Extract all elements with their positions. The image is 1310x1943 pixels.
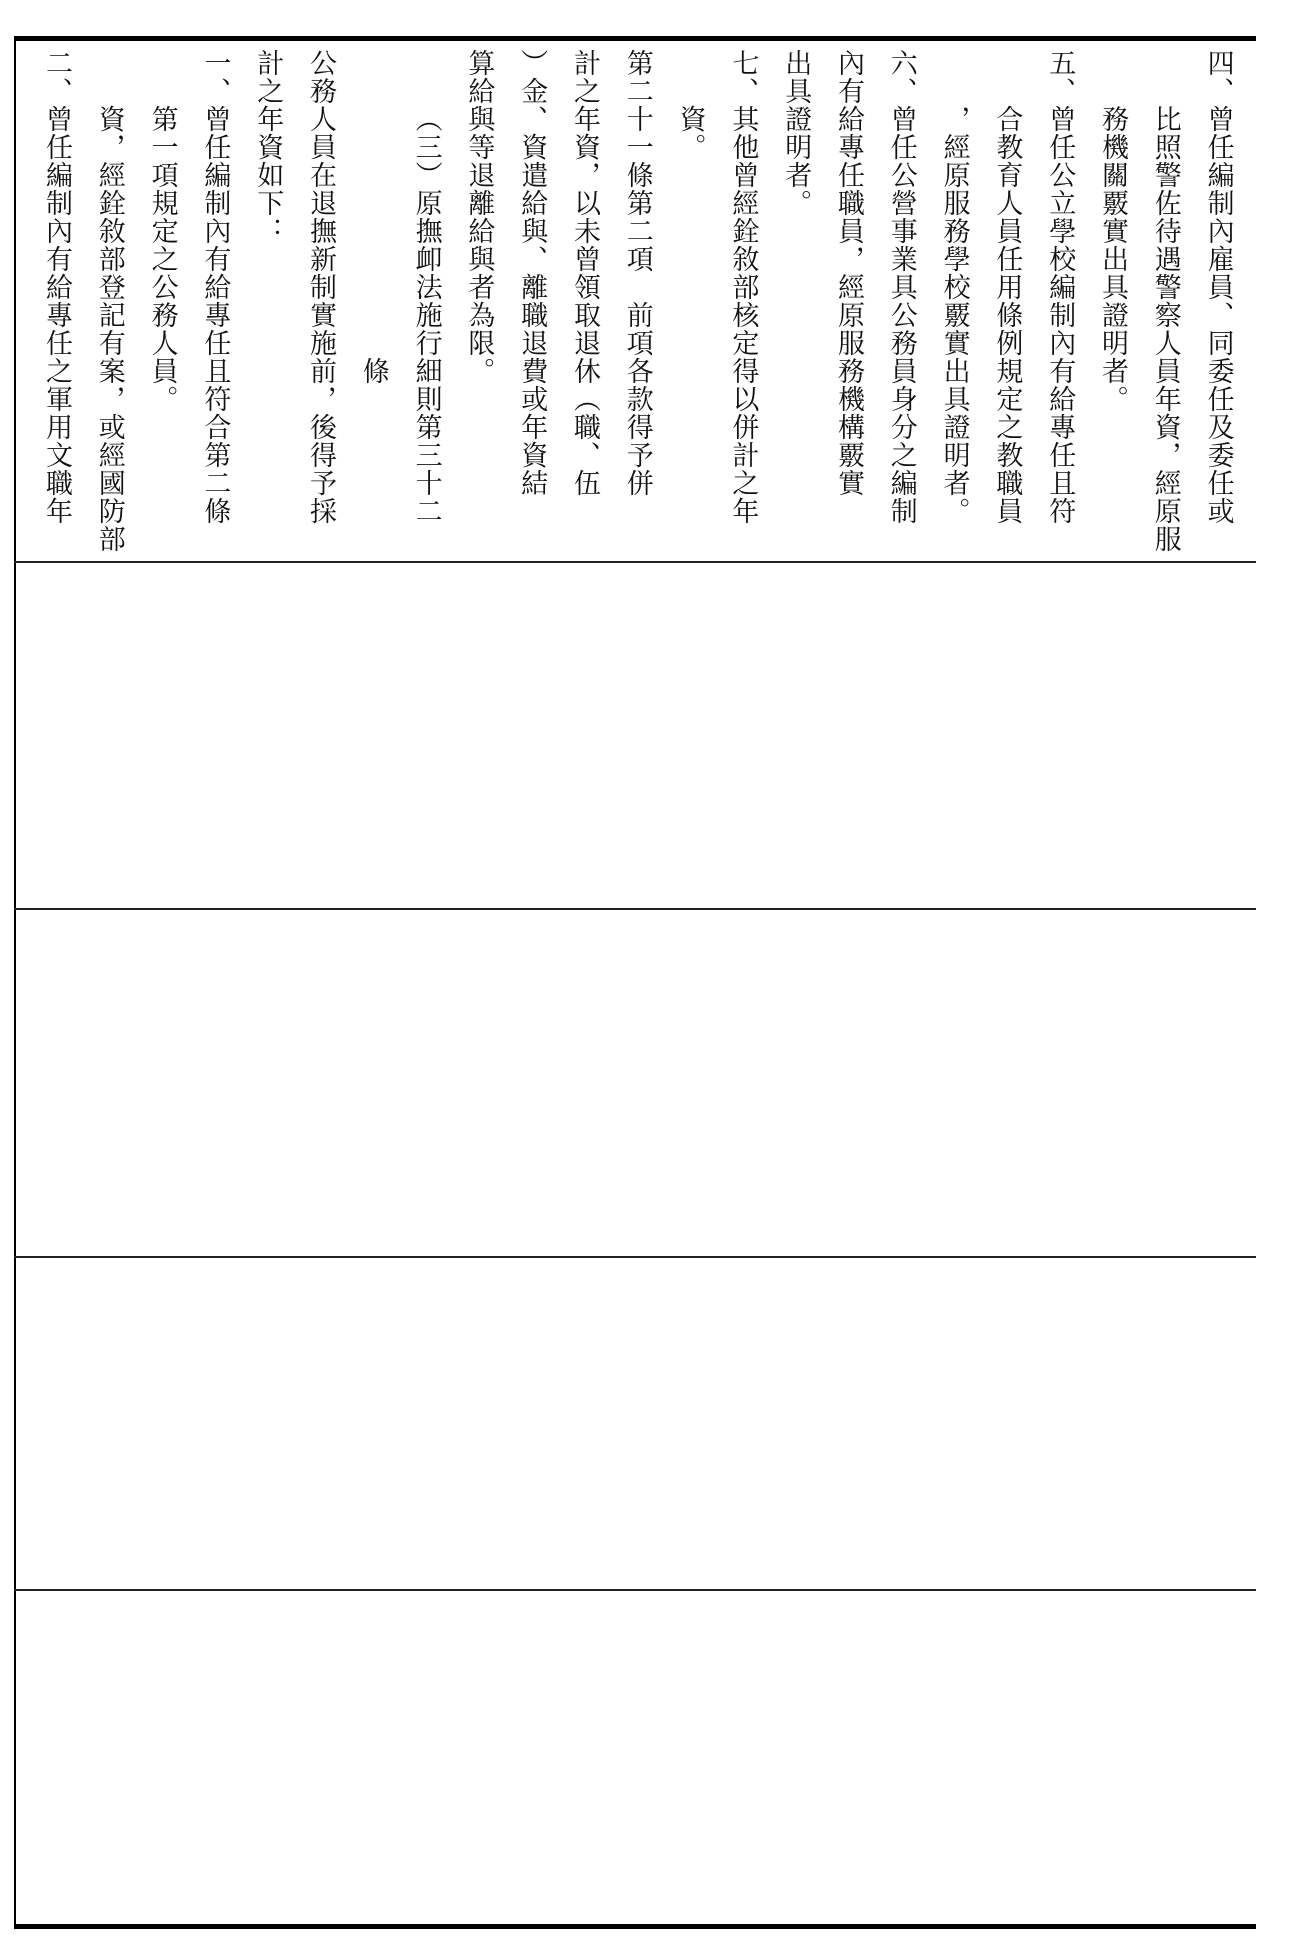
text-column (30, 41, 82, 569)
text-column (1086, 41, 1138, 625)
text-column (83, 41, 135, 625)
text-column (769, 41, 821, 569)
empty-cell-3 (18, 910, 1256, 1256)
text-column-line: （三）原撫卹法施行細則第三十二 (410, 105, 442, 525)
text-column-line: 合教育人員任用條例規定之教職員 (991, 105, 1023, 525)
text-column (611, 41, 663, 569)
text-column (452, 41, 504, 569)
text-column (875, 41, 927, 569)
text-column (241, 41, 293, 569)
text-column (1192, 41, 1244, 569)
text-column-line: 資。 (674, 105, 706, 161)
text-column-line: 務機關覈實出具證明者。 (1097, 105, 1128, 413)
empty-cell-2 (18, 563, 1256, 908)
text-column (928, 41, 980, 625)
text-column (980, 41, 1032, 625)
text-column (400, 41, 452, 625)
text-column (1139, 41, 1191, 625)
text-column (822, 41, 874, 569)
text-column-line: 公務人員在退撫新制實施前，後得予採 (305, 49, 336, 525)
text-column-line: ，經原服務學校覈實出具證明者。 (938, 105, 970, 525)
text-column (188, 41, 240, 569)
text-column-line: 第二十一條第二項 前項各款得予併 (621, 49, 653, 497)
text-column-line: 計之年資如下： (252, 49, 284, 245)
text-column-line: 計之年資，以未曾領取退休（職、伍 (569, 49, 600, 497)
left-border (14, 36, 16, 1929)
text-column (1033, 41, 1085, 569)
text-column-line: 五、曾任公立學校編制內有給專任且符 (1044, 49, 1076, 525)
text-column (716, 41, 768, 569)
text-column-line: ）金、資遣給與、離職退費或年資結 (516, 49, 548, 497)
empty-cell-4 (18, 1258, 1256, 1589)
text-column-line: 二、曾任編制內有給專任之軍用文職年 (41, 49, 72, 525)
text-column-line: 條 (357, 357, 389, 385)
text-column-line: 比照警佐待遇警察人員年資，經原服 (1149, 105, 1181, 553)
regulation-text-cell (18, 41, 1256, 561)
text-column-line: 七、其他曾經銓敘部核定得以併計之年 (727, 49, 759, 525)
text-column-line: 內有給專任職員，經原服務機構覈實 (833, 49, 864, 497)
text-column (505, 41, 557, 569)
text-column-line: 四、曾任編制內雇員、同委任及委任或 (1202, 49, 1234, 525)
text-column-line: 出具證明者。 (780, 49, 812, 217)
text-column (294, 41, 346, 569)
bottom-border (14, 1924, 1256, 1929)
text-column-line: 算給與等退離給與者為限。 (463, 49, 495, 385)
empty-cell-5 (18, 1591, 1256, 1924)
text-column-line: 六、曾任公營事業具公務員身分之編制 (885, 49, 917, 525)
text-column (136, 41, 188, 625)
text-column-line: 第一項規定之公務人員。 (146, 105, 178, 413)
text-column-line: 資，經銓敘部登記有案，或經國防部 (93, 105, 125, 553)
text-column-line: 一、曾任編制內有給專任且符合第二條 (199, 49, 231, 525)
text-column (558, 41, 610, 569)
text-column (664, 41, 716, 625)
